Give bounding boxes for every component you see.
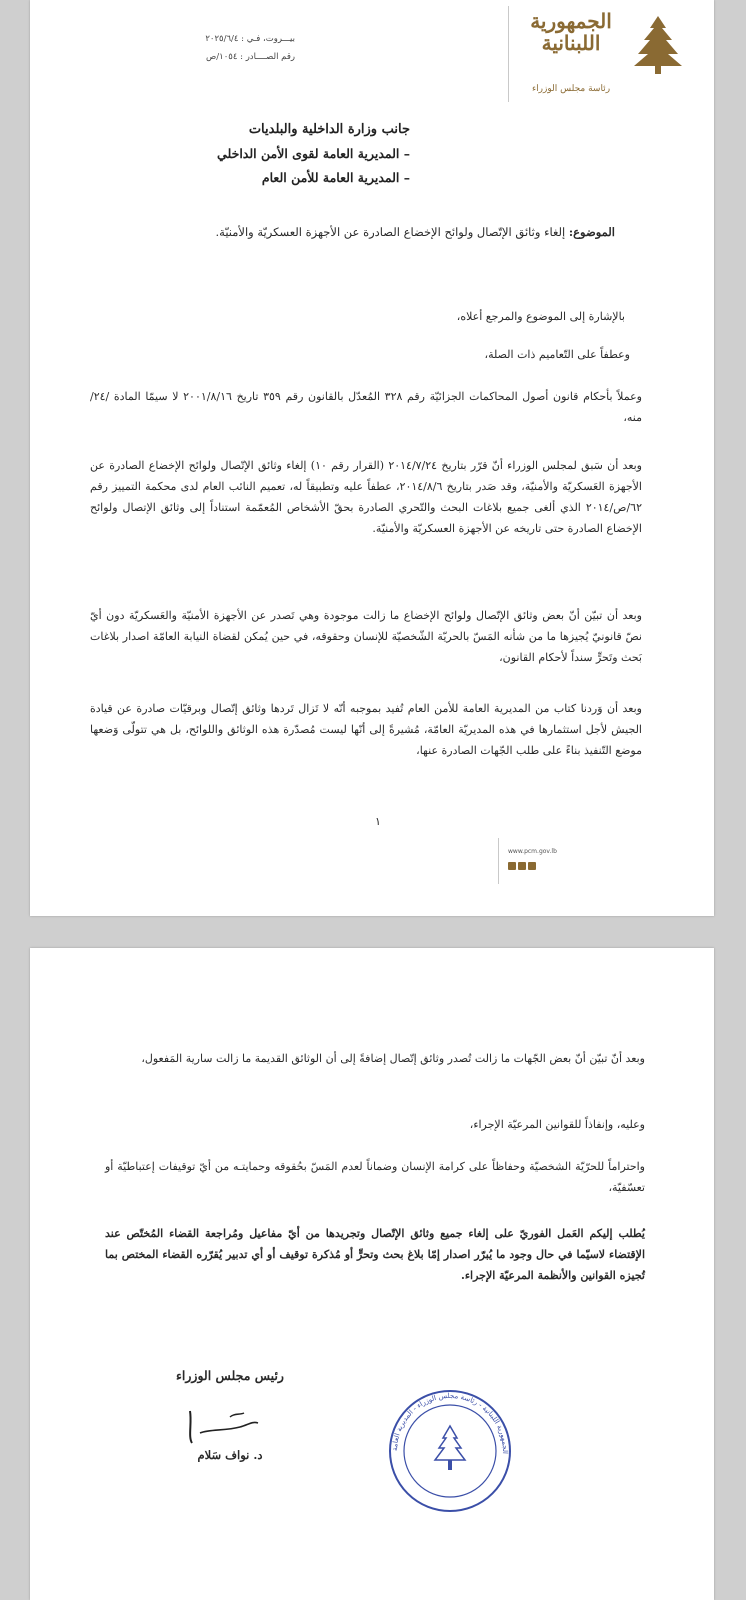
subject-text: إلغاء وثائق الإتّصال ولوائح الإخضاع الصادرة عن الأجهزة العسكريّة والأمنيّة. [215, 225, 569, 239]
facebook-icon [508, 862, 516, 870]
letter-page-2 [30, 948, 714, 1600]
page-footer [498, 838, 648, 888]
cedar-icon [630, 14, 686, 76]
letter-page-1 [30, 0, 714, 916]
youtube-icon [528, 862, 536, 870]
footer-divider [498, 838, 499, 884]
website-url: www.pcm.gov.lb [508, 848, 557, 855]
recipient-ministry: جانب وزارة الداخلية والبلديات [248, 122, 410, 137]
republic-logo [508, 6, 698, 104]
page-number: ١ [375, 815, 381, 828]
paragraph: بالإشارة إلى الموضوع والمرجع أعلاه، [456, 310, 625, 323]
place-date: بيـــروت، فـي : ٢٠٢٥/٦/٤ [205, 34, 295, 44]
subject-line [90, 222, 615, 242]
paragraph: وبعد أن تبيّن أنّ بعض وثائق الإتّصال ولوائح الإخضاع ما زالت موجودة وهي تَصدر عن الأجهزة الأمنيّة والعَسكريّة دون أيّ نصّ قانونيّ يُجيزها ما من شأنه المَسّ بالحريّة الشّخصيّة للإنسان وحقوقه، في حين يُمكن لقضاة النيابة العامّة اصدار بلاغات بَحث وتَحرٍّ سنداً لأحكام القانون، [90, 609, 642, 664]
recipients [110, 118, 410, 190]
paragraph-request: يُطلب إليكم العَمل الفوريّ على إلغاء جميع وثائق الإتّصال وتجريدها من أيّ مفاعيل ومُراجعة القضاء المُختّص عند الإقتضاء لاسيّما في حال وجود ما يُبرّر اصدار إمّا بلاغ بحث وتحرٍّ أو مُذكرة توقيف أو أي تدبير يُقرّره القضاء المختص بما تُجيزه القوانين والأنظمة المرعيّة الإجراء. [105, 1227, 645, 1282]
paragraph: وبعد أن سَبق لمجلس الوزراء أنّ قرّر بتاريخ ٢٠١٤/٧/٢٤ (القرار رقم ١٠) إلغاء وثائق الإتّصال ولوائح الإخضاع الصادرة عن الأجهزة العَسكريّة والأمنيّة، وقد صَدر بتاريخ ٢٠١٤/٨/٦، عطفاً عليه وتطبيقاً له، تعميم النائب العام لدى محكمة التمييز رقم ٦٢/ص/٢٠١٤ الذي ألغى جميع بلاغات البحث والتّحري الصادرة بحقّ الأشخاص المُعمّمة استناداً إلى وثائق الإتصال ولوائح الإخضاع الصادرة حتى تاريخه عن الأجهزة العسكريّة والأمنيّة. [90, 459, 642, 535]
logo-subtitle: رئاسة مجلس الوزراء [531, 84, 611, 94]
reference-number: رقم الصــــادر : ١٠٥٤/ص [206, 52, 295, 62]
paragraph: وبعد أن وَردنا كتاب من المديرية العامة للأمن العام تُفيد بموجبه أنّه لا تَزال تَردها وثائق إتّصال وبرقيّات صادرة عن قيادة الجيش لأجل استثمارها في هذه المديريّة العامّة، مُشيرةً إلى أنّها ليست مُصدّرة هذه الوثائق واللوائح، بل هي تتولّى وَضعها موضع التّنفيذ بناءً على طلب الجّهات الصادرة عنها، [90, 702, 642, 757]
header-meta [145, 30, 295, 66]
stamp-cedar-icon [435, 1426, 465, 1470]
paragraph: وعملاً بأحكام قانون أصول المحاكمات الجزائيّة رقم ٣٢٨ المُعدّل بالقانون رقم ٣٥٩ تاريخ ٢٠٠١/٨/١٦ لا سيمّا المادة /٢٤/ منه، [90, 390, 642, 424]
subject-label: الموضوع: [568, 225, 615, 239]
stamp-text: الجمهورية اللبنانية - رئاسة مجلس الوزراء - المديرية العامة [390, 1391, 510, 1455]
paragraph: واحتراماً للحرّيّة الشخصيّة وحفاظاً على كرامة الإنسان وضماناً لعدم المَسّ بحُقوقه وحمايتـه من أيّ توقيفات إعتباطيّة أو تعسّفيّة، [105, 1160, 645, 1194]
recipient-general-security: – المديرية العامة للأمن العام [261, 170, 410, 185]
signatory-name: د. نواف سَلام [197, 1448, 263, 1462]
recipient-isf: – المديرية العامة لقوى الأمن الداخلي [217, 146, 410, 161]
logo-calligraphy: الجمهورية اللبنانية [530, 9, 612, 55]
social-icons [508, 862, 536, 870]
twitter-icon [518, 862, 526, 870]
handwritten-signature [170, 1403, 280, 1448]
signatory-title: رئيس مجلس الوزراء [176, 1368, 284, 1383]
paragraph: وبعد أنّ تبيّن أنّ بعض الجّهات ما زالت تُصدر وثائق إتّصال إضافةً إلى أن الوثائق القديمة ما زالت سارية المَفعول، [141, 1052, 645, 1065]
paragraph: وعليه، وإنفاذاً للقوانين المرعيّة الإجراء، [469, 1118, 645, 1131]
official-stamp [385, 1386, 515, 1516]
paragraph: وعطفاً على التّعاميم ذات الصلة، [484, 348, 630, 361]
